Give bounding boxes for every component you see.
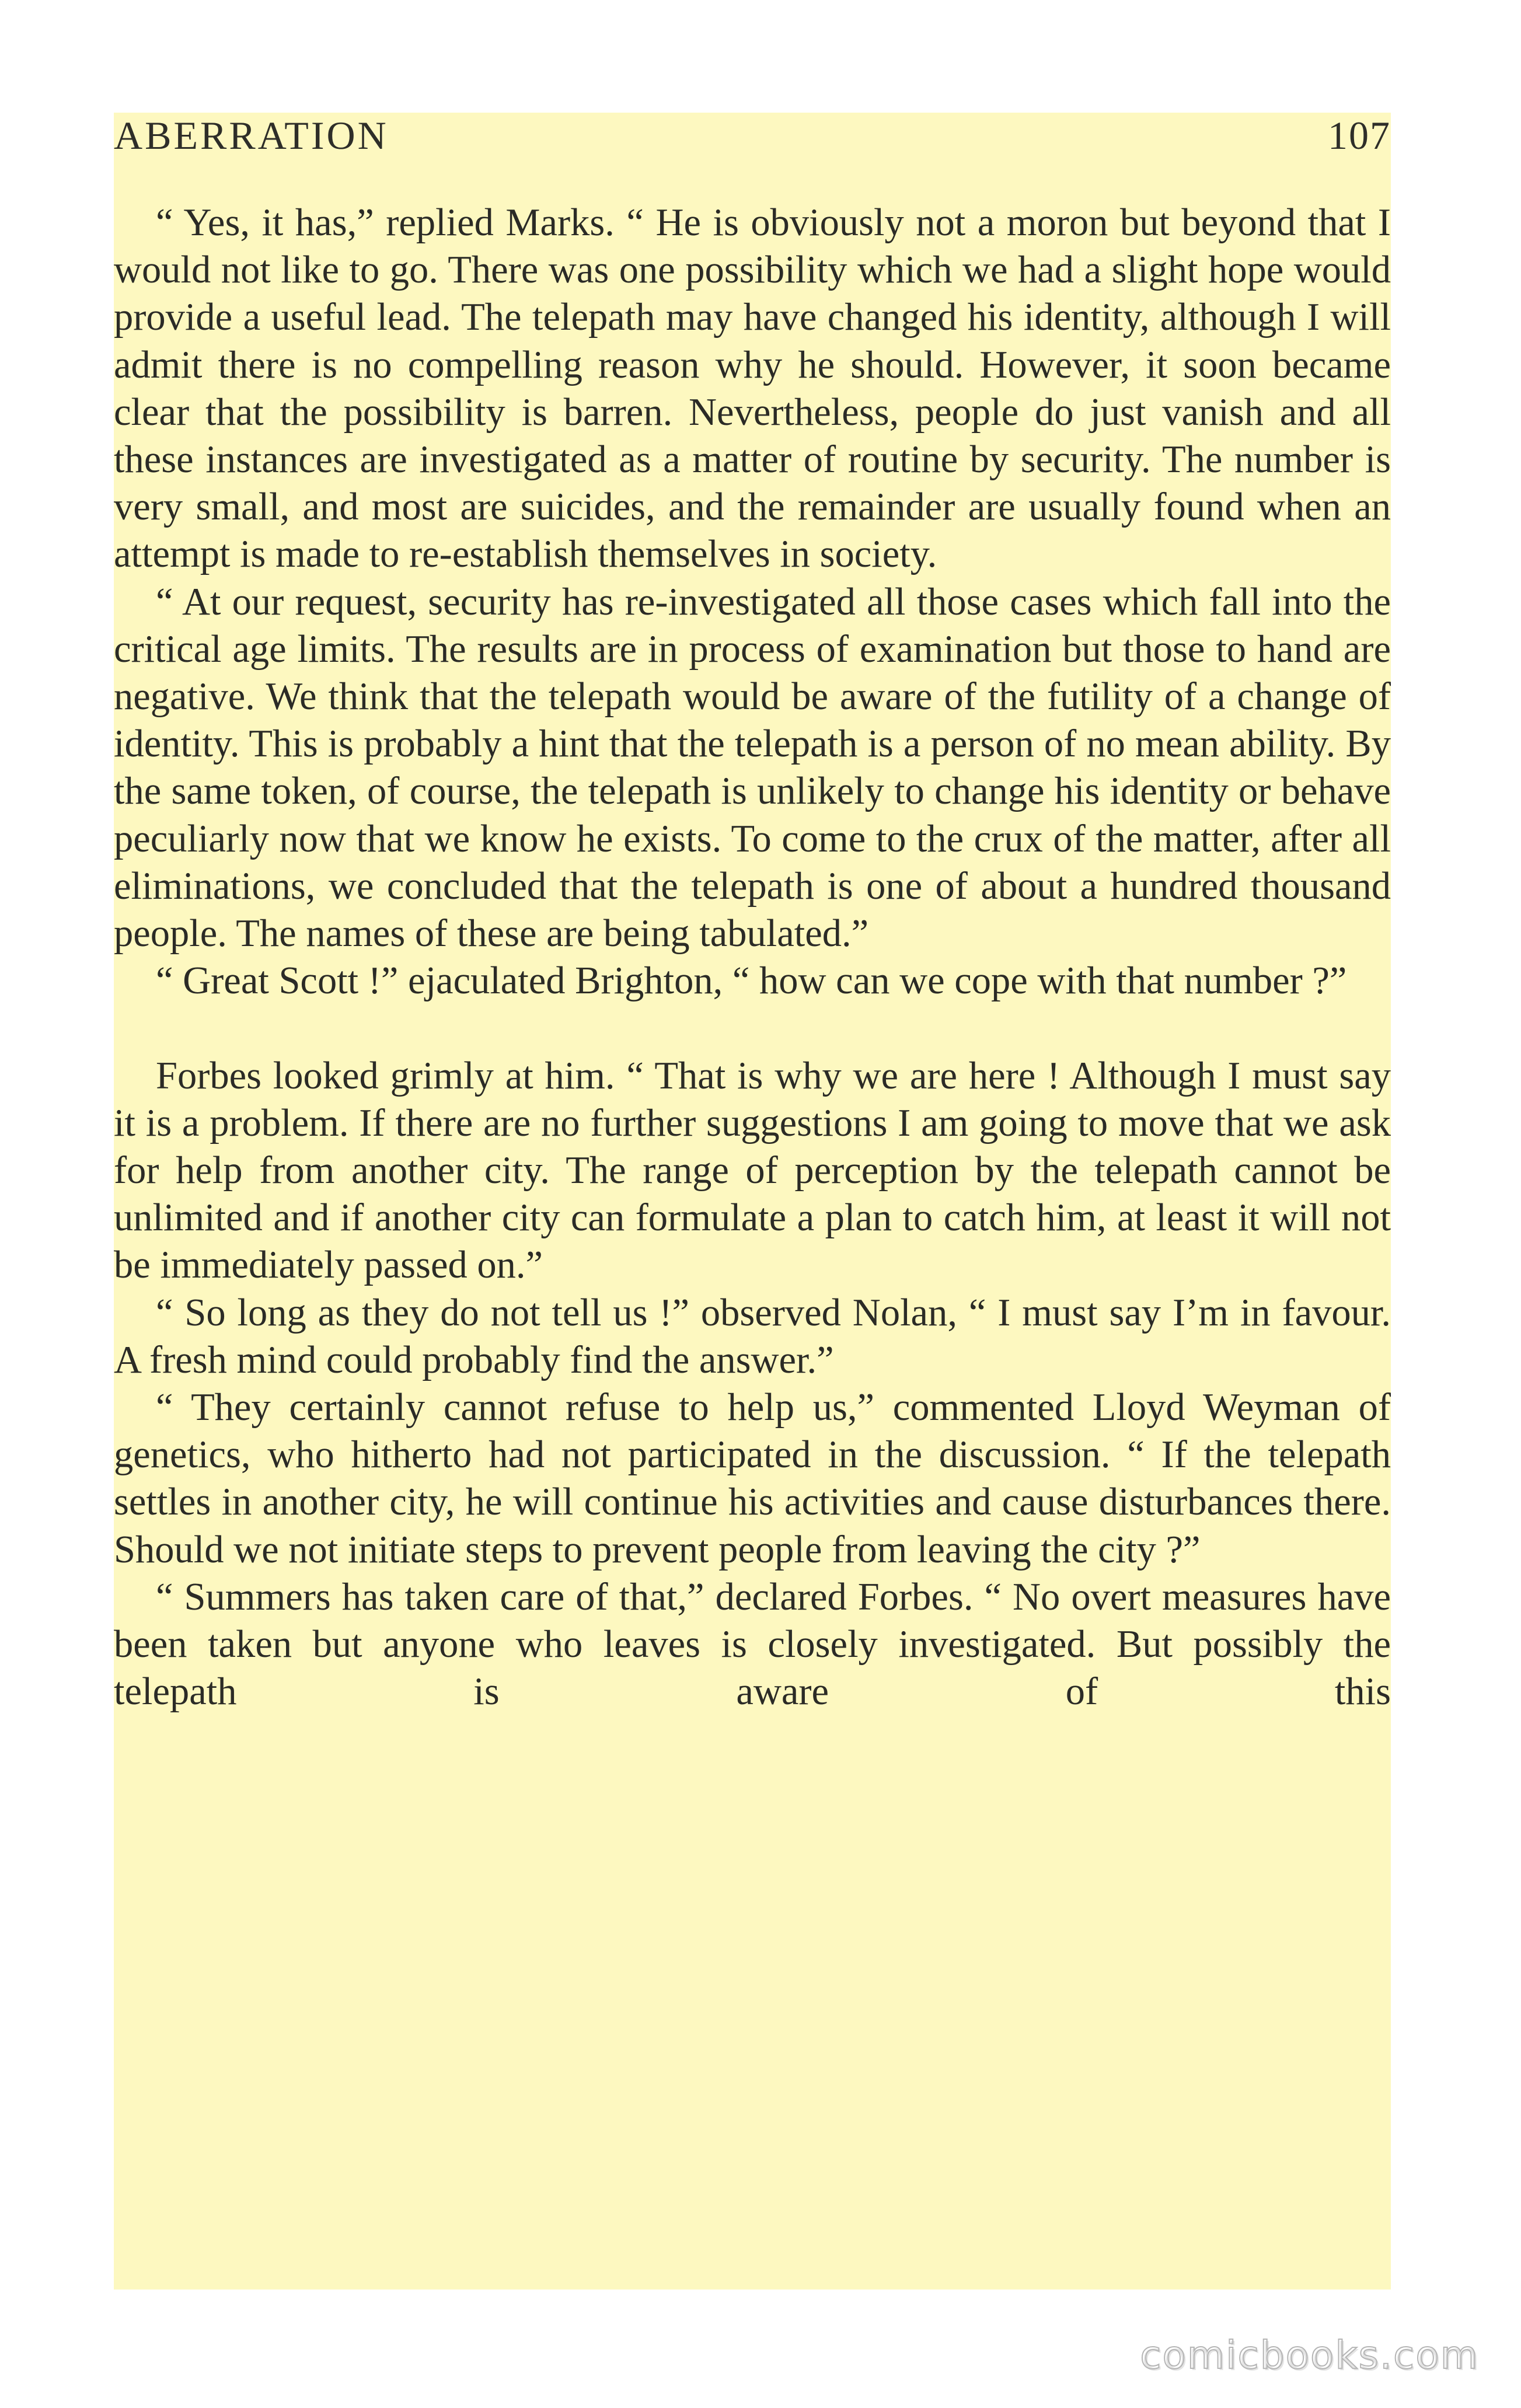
paragraph: “ Yes, it has,” replied Marks. “ He is obviously not a moron but beyond that I would not like to go. There was one possibility which we had a slight hope would provide a useful lead. The telepath may have changed his identity, although I will admit there is no compelling reason why he should. However, it soon became clear that the possibility is barren. Nevertheless, people do just vanish and all these instances are investigated as a matter of routine by security. The number is very small, and most are suicides, and the remainder are usually found when an attempt is made to re-establish themselves in society. bbox=[114, 201, 1391, 576]
paragraph: “ Summers has taken care of that,” declared Forbes. “ No overt measures have been taken but anyone who leaves is closely investigated. But possibly the telepath is aware of this bbox=[114, 1575, 1391, 1713]
paragraph: “ Great Scott !” ejaculated Brighton, “ how can we cope with that number ?” bbox=[156, 959, 1347, 1003]
paragraph: “ So long as they do not tell us !” observed Nolan, “ I must say I’m in favour. A fresh mind could probably find the answer.” bbox=[114, 1291, 1391, 1381]
body-text bbox=[114, 199, 1391, 1715]
paragraph: “ At our request, security has re-investigated all those cases which fall into the critical age limits. The results are in process of examination but those to hand are negative. We think that the telepath would be aware of the futility of a change of identity. This is probably a hint that the telepath is a person of no mean ability. By the same token, of course, the telepath is unlikely to change his identity or behave peculiarly now that we know he exists. To come to the crux of the matter, after all eliminations, we concluded that the telepath is one of about a hundred thousand people. The names of these are being tabulated.” bbox=[114, 580, 1391, 955]
book-page bbox=[114, 113, 1391, 2290]
paragraph: “ They certainly cannot refuse to help us,” commented Lloyd Weyman of genetics, who hitherto had not participated in the discussion. “ If the telepath settles in another city, he will continue his activities and cause disturbances there. Should we not initiate steps to prevent people from leaving the city ?” bbox=[114, 1386, 1391, 1571]
chapter-title: ABERRATION bbox=[114, 113, 389, 158]
watermark-logo: comicbooks.com bbox=[1140, 2333, 1479, 2378]
section-gap bbox=[114, 1004, 1391, 1052]
running-header bbox=[114, 113, 1391, 183]
paragraph: Forbes looked grimly at him. “ That is why we are here ! Although I must say it is a problem. If there are no further suggestions I am going to move that we ask for help from another city. The range of perception by the telepath cannot be unlimited and if another city can formulate a plan to catch him, at least it will not be immediately passed on.” bbox=[114, 1054, 1391, 1287]
page-number: 107 bbox=[1328, 113, 1391, 158]
